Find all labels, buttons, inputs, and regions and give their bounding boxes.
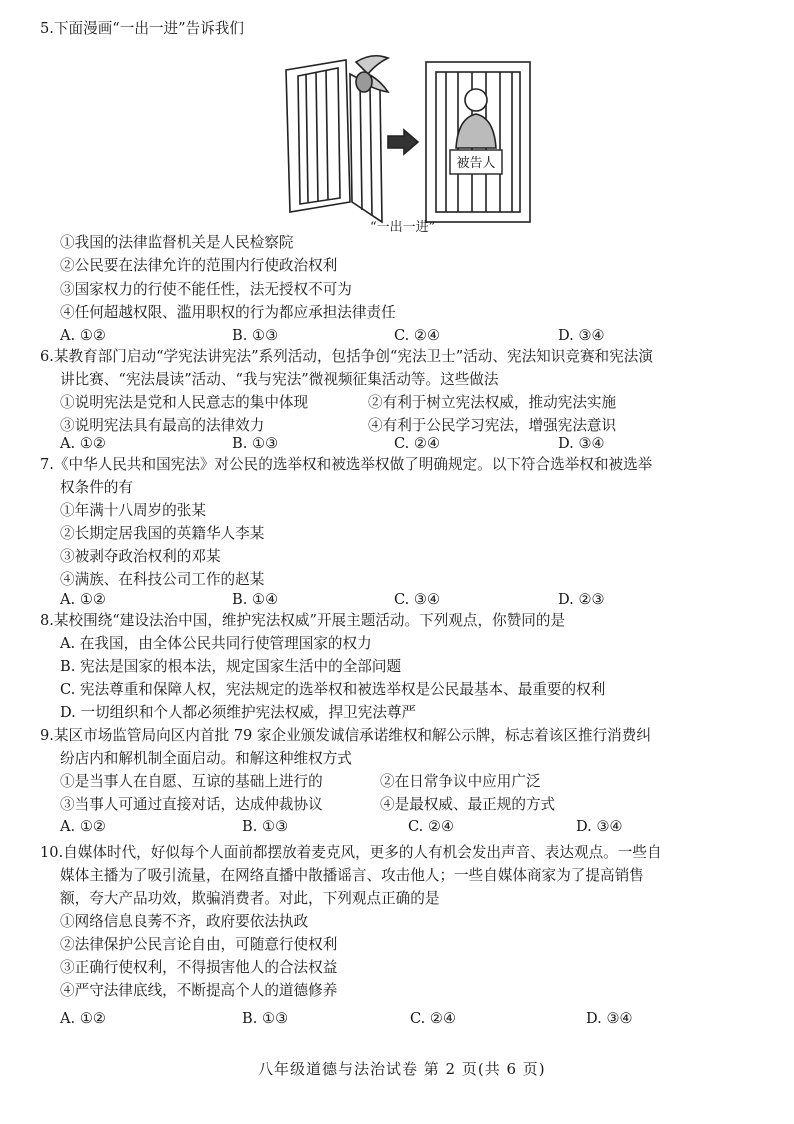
q8-option-b[interactable]: B. 宪法是国家的根本法，规定国家生活中的全部问题	[60, 658, 402, 675]
q10-item-1: ①网络信息良莠不齐，政府要依法执政	[60, 913, 309, 930]
q7-item-1: ①年满十八周岁的张某	[60, 502, 206, 519]
q8-option-a[interactable]: A. 在我国，由全体公民共同行使管理国家的权力	[60, 635, 372, 652]
q10-item-3: ③正确行使权利，不得损害他人的合法权益	[60, 959, 338, 976]
choice-d[interactable]: D. ③④	[576, 818, 623, 835]
q10-stem-line2: 媒体主播为了吸引流量，在网络直播中散播谣言、攻击他人；一些自媒体商家为了提高销售	[60, 867, 644, 884]
choice-a[interactable]: A. ①②	[60, 1010, 106, 1027]
q10-item-2: ②法律保护公民言论自由，可随意行使权利	[60, 936, 338, 953]
q8-option-c[interactable]: C. 宪法尊重和保障人权，宪法规定的选举权和被选举权是公民最基本、最重要的权利	[60, 681, 606, 698]
q6-choices	[60, 437, 700, 453]
choice-d[interactable]: D. ③④	[586, 1010, 633, 1027]
q6-item-1: ①说明宪法是党和人民意志的集中体现	[60, 394, 309, 411]
choice-c[interactable]: C. ②④	[408, 818, 455, 835]
q5-item-4: ④任何超越权限、滥用职权的行为都应承担法律责任	[60, 304, 396, 321]
q6-item-2: ②有利于树立宪法权威，推动宪法实施	[368, 394, 617, 411]
q5-item-1: ①我国的法律监督机关是人民检察院	[60, 234, 294, 251]
q9-items-row2	[60, 798, 700, 814]
q7-item-2: ②长期定居我国的英籍华人李某	[60, 525, 265, 542]
choice-b[interactable]: B. ①③	[242, 818, 289, 835]
choice-c[interactable]: C. ③④	[394, 591, 441, 608]
q10-stem-line3: 额，夸大产品功效，欺骗消费者。对此，下列观点正确的是	[60, 890, 440, 907]
choice-a[interactable]: A. ①②	[60, 435, 106, 452]
q6-item-4: ④有利于公民学习宪法，增强宪法意识	[368, 417, 617, 434]
q7-item-4: ④满族、在科技公司工作的赵某	[60, 571, 265, 588]
choice-c[interactable]: C. ②④	[394, 435, 441, 452]
q9-item-4: ④是最权威、最正规的方式	[380, 796, 556, 813]
choice-b[interactable]: B. ①③	[232, 327, 279, 344]
choice-a[interactable]: A. ①②	[60, 591, 106, 608]
choice-c[interactable]: C. ②④	[394, 327, 441, 344]
q8-option-d[interactable]: D. 一切组织和个人都必须维护宪法权威，捍卫宪法尊严	[60, 704, 417, 721]
defendant-label: 被告人	[456, 156, 496, 171]
q9-item-3: ③当事人可通过直接对话，达成仲裁协议	[60, 796, 323, 813]
q9-item-2: ②在日常争议中应用广泛	[380, 773, 541, 790]
q10-item-4: ④严守法律底线，不断提高个人的道德修养	[60, 982, 338, 999]
q9-stem-line2: 纷店内和解机制全面启动。和解这种维权方式	[60, 750, 352, 767]
q5-choices	[60, 329, 700, 345]
q6-item-3: ③说明宪法具有最高的法律效力	[60, 417, 265, 434]
q7-choices	[60, 593, 700, 609]
choice-d[interactable]: D. ②③	[558, 591, 605, 608]
choice-b[interactable]: B. ①③	[232, 435, 279, 452]
q5-item-2: ②公民要在法律允许的范围内行使政治权利	[60, 257, 338, 274]
choice-b[interactable]: B. ①④	[232, 591, 279, 608]
q9-stem-line1: 9.某区市场监管局向区内首批 79 家企业颁发诚信承诺维权和解公示牌，标志着该区推行消费纠	[40, 727, 651, 744]
choice-a[interactable]: A. ①②	[60, 327, 106, 344]
choice-d[interactable]: D. ③④	[558, 327, 605, 344]
q6-stem-line2: 讲比赛、“宪法晨读”活动、“我与宪法”微视频征集活动等。这些做法	[60, 371, 499, 388]
q9-choices	[60, 820, 700, 836]
page-footer: 八年级道德与法治试卷 第 2 页(共 6 页)	[258, 1060, 546, 1078]
q9-item-1: ①是当事人在自愿、互谅的基础上进行的	[60, 773, 323, 790]
q7-stem-line2: 权条件的有	[60, 479, 133, 496]
q5-item-3: ③国家权力的行使不能任性，法无授权不可为	[60, 281, 352, 298]
q10-stem-line1: 10.自媒体时代，好似每个人面前都摆放着麦克风，更多的人有机会发出声音、表达观点。一些自	[40, 844, 662, 861]
q6-items-row1	[60, 396, 700, 412]
q9-items-row1	[60, 775, 700, 791]
q10-choices	[60, 1012, 700, 1028]
q7-stem-line1: 7.《中华人民共和国宪法》对公民的选举权和被选举权做了明确规定。以下符合选举权和被选举	[40, 456, 653, 473]
cartoon-illustration	[276, 52, 538, 230]
q7-item-3: ③被剥夺政治权利的邓某	[60, 548, 221, 565]
q8-stem: 8.某校围绕“建设法治中国，维护宪法权威”开展主题活动。下列观点，你赞同的是	[40, 612, 566, 629]
q6-stem-line1: 6.某教育部门启动“学宪法讲宪法”系列活动，包括争创“宪法卫士”活动、宪法知识竞赛和宪法演	[40, 348, 653, 365]
q5-stem: 5.下面漫画“一出一进”告诉我们	[40, 20, 244, 37]
q6-items-row2	[60, 419, 700, 435]
choice-b[interactable]: B. ①③	[242, 1010, 289, 1027]
cartoon-caption: “一出一进”	[370, 220, 436, 235]
choice-d[interactable]: D. ③④	[558, 435, 605, 452]
choice-a[interactable]: A. ①②	[60, 818, 106, 835]
choice-c[interactable]: C. ②④	[410, 1010, 457, 1027]
